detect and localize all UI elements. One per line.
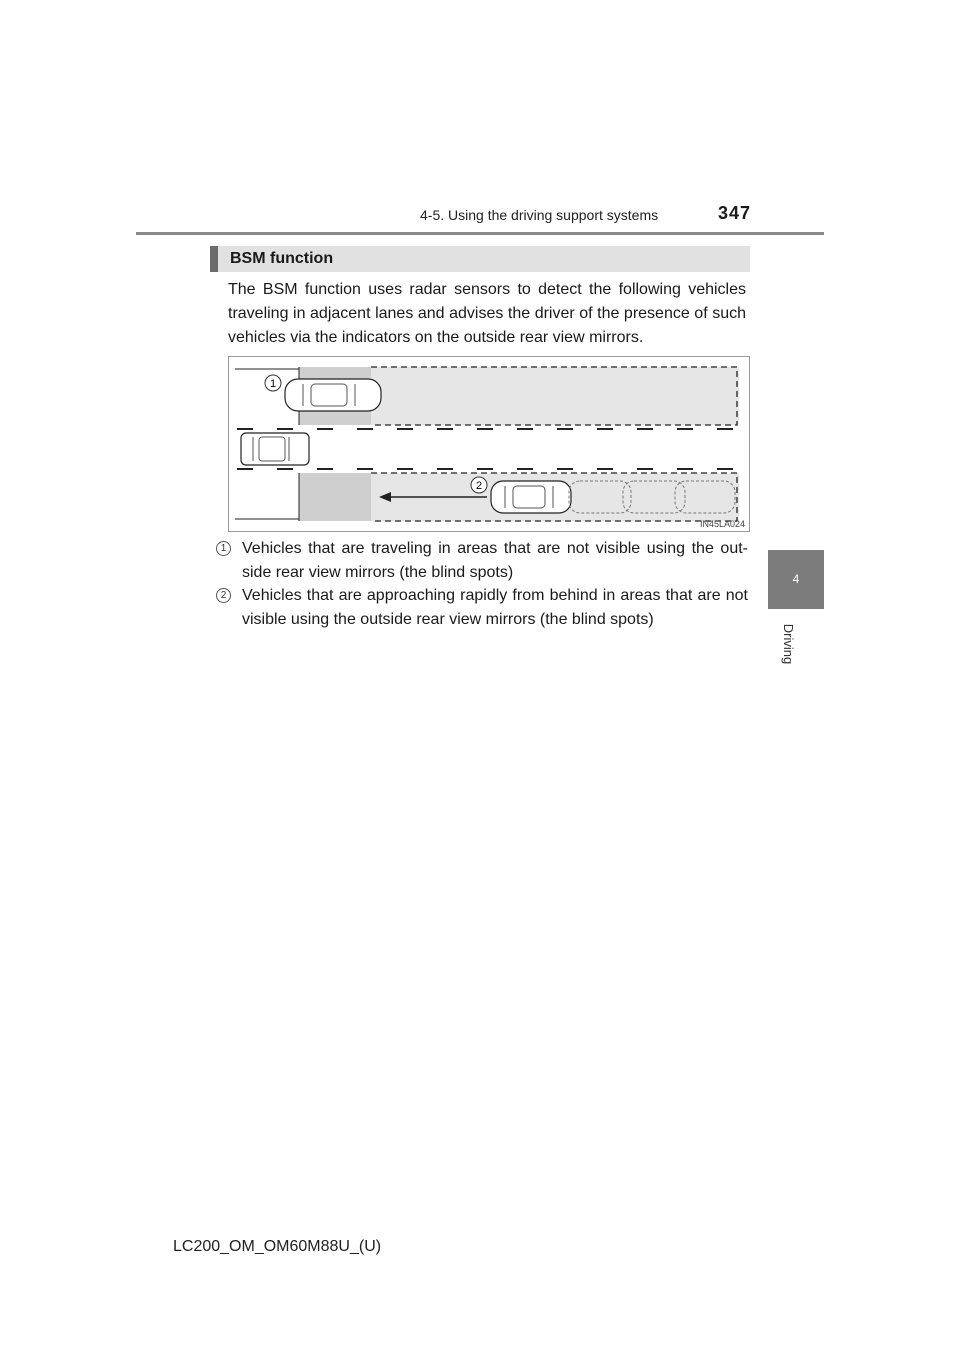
list-marker-2: 2 [216,588,231,603]
chapter-label: Driving [781,623,796,665]
section-heading [210,246,750,272]
list-text-2: Vehicles that are approaching rapidly from behind in areas that are not visible using the outside rear view mirrors (the blind spots) [242,587,748,628]
svg-text:2: 2 [475,480,483,492]
chapter-tab [768,550,824,609]
header-section-title: 4-5. Using the driving support systems [420,207,659,223]
section-title: BSM function [230,250,334,267]
page-number: 347 [718,203,752,223]
callout-1 [265,375,281,391]
svg-text:1: 1 [269,378,277,390]
figure-code: IN45LA024 [699,519,745,529]
bsm-diagram [229,357,749,531]
bsm-figure [228,356,750,532]
approaching-vehicle-icon [491,481,571,513]
own-vehicle-icon [241,433,309,465]
footer-doc-code: LC200_OM_OM60M88U_(U) [173,1238,382,1255]
chapter-number: 4 [792,572,800,586]
list-item [216,537,748,585]
intro-paragraph: The BSM function uses radar sensors to detect the following vehicles traveling in adjacent lanes and advises the driver of the presence of such vehicles via the indicators on the outside rear view mirrors. [228,281,746,346]
list-item [216,584,748,632]
list-text-1: Vehicles that are traveling in areas that are not visible using the out-side rear view mirrors (the blind spots) [242,540,748,581]
list-marker-1: 1 [216,541,231,556]
lower-blind-spot [299,473,371,521]
blind-spot-vehicle-icon [285,379,381,411]
callout-2 [471,477,487,493]
header-rule [136,232,824,235]
